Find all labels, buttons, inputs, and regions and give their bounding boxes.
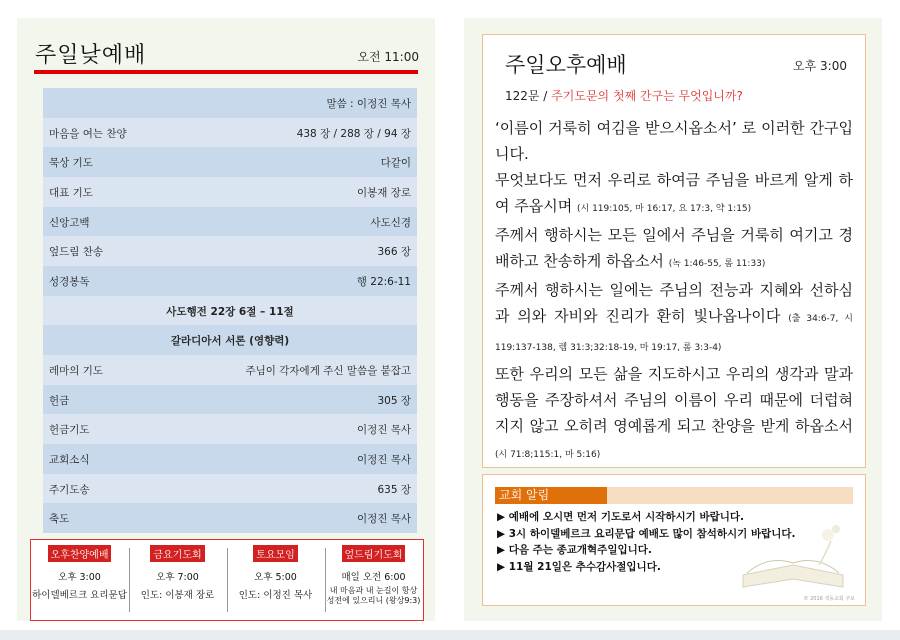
service-dawn-prayer <box>325 540 422 620</box>
order-row <box>43 355 417 385</box>
order-value: 주님이 각자에게 주신 말씀을 붙잡고 <box>245 365 411 377</box>
notice-title: 교회 알림 <box>495 487 607 504</box>
order-row <box>43 207 417 237</box>
order-label: 헌금 <box>49 394 70 407</box>
service-heading: 토요모임 <box>253 545 298 562</box>
service-afternoon-praise <box>31 540 128 620</box>
order-label: 성경봉독 <box>49 276 90 288</box>
notice-item: ▶ 예배에 오시면 먼저 기도로서 시작하시기 바랍니다. <box>497 511 744 523</box>
order-value: 366 장 <box>377 246 411 259</box>
order-value: 말씀 : 이정진 목사 <box>326 98 411 110</box>
question-text: 주기도문의 첫째 간구는 무엇입니까? <box>551 89 743 103</box>
order-value: 이정진 목사 <box>356 424 411 437</box>
service-order <box>43 88 417 533</box>
service-saturday-meeting <box>227 540 324 620</box>
service-time: 오후 3:00 <box>58 572 101 583</box>
order-value: 438 장 / 288 장 / 94 장 <box>296 127 411 140</box>
order-label: 축도 <box>49 513 70 526</box>
service-detail: 하이델베르크 요리문답 <box>32 590 127 601</box>
service-detail: 인도: 이봉재 장로 <box>140 590 215 601</box>
afternoon-service-time: 오후 3:00 <box>793 59 847 73</box>
order-row <box>43 444 417 474</box>
service-heading: 금요기도회 <box>150 545 204 562</box>
catechism-box <box>482 34 866 468</box>
notice-item: ▶ 다음 주는 종교개혁주일입니다. <box>497 544 652 556</box>
service-heading: 오후찬양예배 <box>48 545 112 562</box>
order-value: 635 장 <box>377 483 411 496</box>
notice-item: ▶ 11월 21일은 추수감사절입니다. <box>497 560 661 573</box>
service-verse: 내 마음과 내 눈길이 항상 <box>329 586 418 595</box>
order-label: 헌금기도 <box>49 424 90 437</box>
right-page <box>464 18 882 621</box>
order-value: 행 22:6-11 <box>356 276 411 288</box>
service-friday-prayer <box>129 540 226 620</box>
church-notices <box>482 474 866 606</box>
order-row <box>43 266 417 296</box>
order-value: 사도신경 <box>370 216 411 229</box>
scripture-reference: (녹 1:46-55, 롬 11:33) <box>668 259 766 269</box>
notice-list <box>497 509 796 575</box>
order-label: 레마의 기도 <box>49 365 104 377</box>
order-value: 이정진 목사 <box>356 513 411 526</box>
order-row <box>43 503 417 533</box>
order-value: 다같이 <box>380 157 411 170</box>
order-row <box>43 385 417 415</box>
order-value: 305 장 <box>377 394 411 407</box>
copyright: © 2016 색동교회 주보 <box>803 596 855 602</box>
order-row <box>43 325 417 355</box>
order-label: 엎드림 찬송 <box>49 246 104 259</box>
order-row <box>43 236 417 266</box>
service-time: 매일 오전 6:00 <box>341 572 406 583</box>
answer-text: ‘이름이 거룩히 여김을 받으시옵소서’ 로 이러한 간구입니다. <box>495 119 853 163</box>
order-label: 교회소식 <box>49 454 90 466</box>
scripture-reference: (출 34:6-7, 시 119:137-138, 렘 31:3;32:18-19, 마 19:17, 롬 3:3-4) <box>495 314 853 353</box>
order-label: 마음을 여는 찬양 <box>49 127 127 140</box>
service-time: 오후 5:00 <box>254 572 297 583</box>
morning-service-time: 오전 11:00 <box>357 50 419 64</box>
catechism-answer <box>495 115 853 468</box>
title-divider <box>34 70 418 74</box>
answer-text: 주께서 행하시는 일에는 주님의 전능과 지혜와 선하심과 의와 자비와 진리가 환히 빛나옵나이다 <box>495 281 853 325</box>
order-row <box>43 177 417 207</box>
order-value: 이정진 목사 <box>356 454 411 466</box>
answer-text: 주께서 행하시는 모든 일에서 주님을 거룩히 여기고 경배하고 찬송하게 하옵소서 <box>495 226 853 270</box>
order-row <box>43 118 417 148</box>
scripture-reference: (시 71:8;115:1, 마 5:16) <box>495 450 601 460</box>
afternoon-service-title: 주일오후예배 <box>505 53 627 77</box>
left-page <box>17 18 435 621</box>
weekly-services <box>30 539 424 621</box>
order-label: 대표 기도 <box>49 187 93 199</box>
answer-text: 또한 우리의 모든 삶을 지도하시고 우리의 생각과 말과 행동을 주장하셔서 주님의 이름이 우리 때문에 더럽혀지지 않고 오히려 영예롭게 되고 찬양을 받게 하옵소서 <box>495 365 853 435</box>
question-number: 122문 / <box>505 89 552 103</box>
notice-item: ▶ 3시 하이델베르크 요리문답 예배도 많이 참석하시기 바랍니다. <box>497 527 796 540</box>
order-label: 묵상 기도 <box>49 157 93 170</box>
service-heading: 엎드림기도회 <box>342 545 406 562</box>
answer-text: 무엇보다도 먼저 우리로 하여금 주님을 바르게 알게 하여 주옵시며 <box>495 171 853 215</box>
order-label: 주기도송 <box>49 483 90 496</box>
order-value: 이봉재 장로 <box>356 187 411 199</box>
order-heading: 사도행전 22장 6절 – 11절 <box>166 305 294 318</box>
order-row <box>43 414 417 444</box>
notice-header <box>495 487 853 504</box>
scripture-reference: (시 119:105, 마 16:17, 요 17:3, 약 1:15) <box>577 204 752 214</box>
order-label: 신앙고백 <box>49 216 90 229</box>
order-heading: 갈라디아서 서론 (영향력) <box>170 335 290 348</box>
order-row <box>43 474 417 504</box>
order-row <box>43 296 417 326</box>
catechism-question <box>505 87 743 104</box>
page-footer-strip <box>0 630 900 640</box>
order-row <box>43 88 417 118</box>
order-row <box>43 147 417 177</box>
service-verse: 성전에 있으리니 (왕상9:3) <box>326 596 421 605</box>
service-time: 오후 7:00 <box>156 572 199 583</box>
service-detail: 인도: 이정진 목사 <box>238 590 313 601</box>
morning-service-title: 주일낮예배 <box>35 43 147 68</box>
